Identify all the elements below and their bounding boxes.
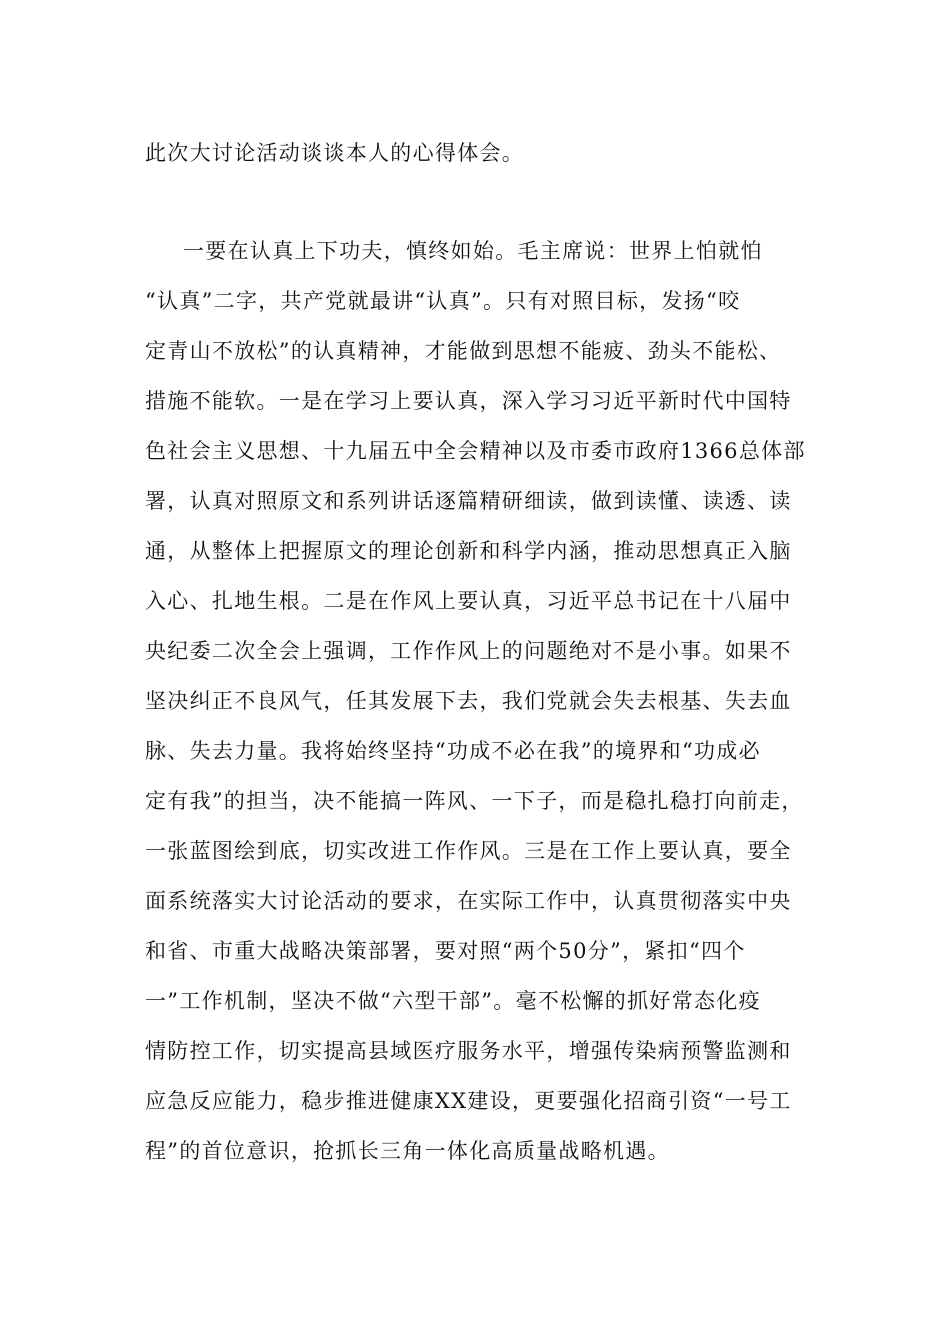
paragraph-line: 程”的首位意识，抢抓长三角一体化高质量战略机遇。 <box>145 1139 670 1163</box>
paragraph-line: 通，从整体上把握原文的理论创新和科学内涵，推动思想真正入脑 <box>145 539 792 563</box>
paragraph-line: 央纪委二次全会上强调，工作作风上的问题绝对不是小事。如果不 <box>145 639 792 663</box>
paragraph-line: 一要在认真上下功夫，慎终如始。毛主席说：世界上怕就怕 <box>183 239 763 263</box>
paragraph-line: 坚决纠正不良风气，任其发展下去，我们党就会失去根基、失去血 <box>145 689 792 713</box>
paragraph-line: 脉、失去力量。我将始终坚持“功成不必在我”的境界和“功成必 <box>145 739 761 763</box>
paragraph-line: 措施不能软。一是在学习上要认真，深入学习习近平新时代中国特 <box>145 389 792 413</box>
paragraph-line: 署，认真对照原文和系列讲话逐篇精研细读，做到读懂、读透、读 <box>145 489 792 513</box>
paragraph-line: 面系统落实大讨论活动的要求，在实际工作中，认真贯彻落实中央 <box>145 889 792 913</box>
paragraph-line: 情防控工作，切实提高县域医疗服务水平，增强传染病预警监测和 <box>145 1039 792 1063</box>
paragraph-line: 定有我”的担当，决不能搞一阵风、一下子，而是稳扎稳打向前走， <box>145 789 804 813</box>
paragraph-line: 定青山不放松”的认真精神，才能做到思想不能疲、劲头不能松、 <box>145 339 782 363</box>
paragraph-line: 应急反应能力，稳步推进健康XX建设，更要强化招商引资“一号工 <box>145 1089 792 1113</box>
paragraph-line: 入心、扎地生根。二是在作风上要认真，习近平总书记在十八届中 <box>145 589 792 613</box>
paragraph-line: 和省、市重大战略决策部署，要对照“两个50分”，紧扣“四个 <box>145 939 746 963</box>
paragraph-line: 色社会主义思想、十九届五中全会精神以及市委市政府1366总体部 <box>145 439 806 463</box>
intro-line: 此次大讨论活动谈谈本人的心得体会。 <box>145 141 525 165</box>
paragraph-line: “认真”二字，共产党就最讲“认真”。只有对照目标，发扬“咬 <box>145 289 741 313</box>
paragraph-line: 一张蓝图绘到底，切实改进工作作风。三是在工作上要认真，要全 <box>145 839 792 863</box>
paragraph-line: 一”工作机制，坚决不做“六型干部”。毫不松懈的抓好常态化疫 <box>145 989 761 1013</box>
